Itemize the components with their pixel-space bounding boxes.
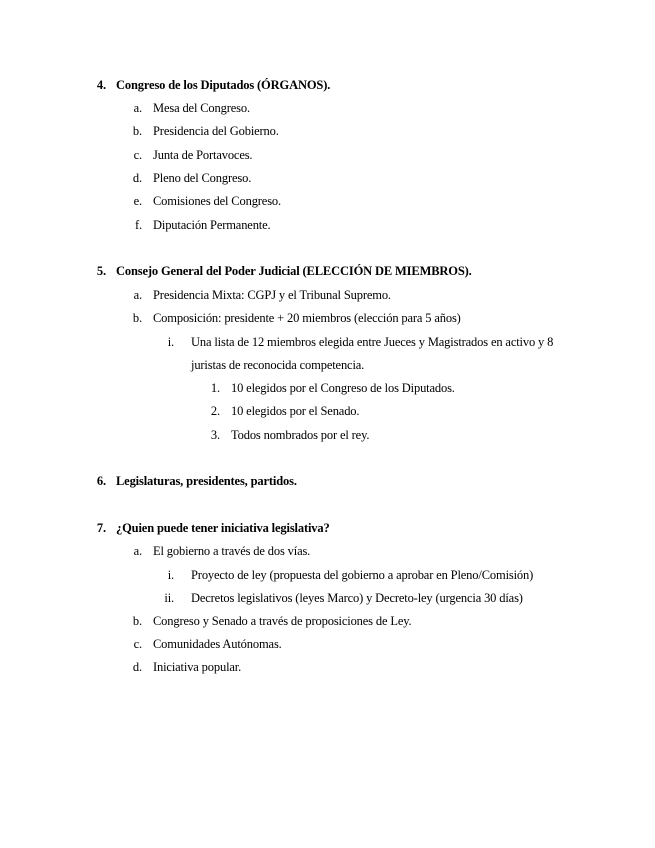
list-marker: f.: [135, 218, 142, 232]
list-marker: a.: [133, 101, 142, 115]
list-item: Junta de Portavoces.: [153, 148, 253, 162]
list-marker: i.: [167, 568, 174, 582]
list-item: Mesa del Congreso.: [153, 101, 250, 115]
list-item: Comisiones del Congreso.: [153, 194, 281, 208]
section-title: ¿Quien puede tener iniciativa legislativa?: [116, 521, 330, 535]
list-marker: 1.: [210, 381, 220, 395]
list-marker: a.: [133, 288, 142, 302]
list-item: Diputación Permanente.: [153, 218, 271, 232]
list-marker: 3.: [210, 428, 220, 442]
list-marker: e.: [133, 194, 142, 208]
list-item: Presidencia del Gobierno.: [153, 124, 279, 138]
list-item: El gobierno a través de dos vías.: [153, 544, 311, 558]
list-item: Composición: presidente + 20 miembros (elección para 5 años): [153, 311, 461, 325]
list-marker: i.: [167, 335, 174, 349]
list-item: Todos nombrados por el rey.: [231, 428, 370, 442]
list-item: 10 elegidos por el Senado.: [231, 404, 360, 418]
section-number: 4.: [96, 78, 106, 92]
list-marker: b.: [132, 124, 142, 138]
list-marker: ii.: [164, 591, 174, 605]
list-item: Iniciativa popular.: [153, 660, 242, 674]
list-item: Comunidades Autónomas.: [153, 637, 282, 651]
list-item: 10 elegidos por el Congreso de los Diputados.: [231, 381, 455, 395]
section-number: 6.: [96, 474, 106, 488]
list-marker: 2.: [210, 404, 220, 418]
section-title: Consejo General del Poder Judicial (ELECCIÓN DE MIEMBROS).: [116, 264, 472, 278]
list-marker: c.: [133, 148, 142, 162]
list-item: Proyecto de ley (propuesta del gobierno a aprobar en Pleno/Comisión): [191, 568, 534, 582]
section-number: 7.: [96, 521, 106, 535]
list-marker: b.: [132, 614, 142, 628]
list-marker: d.: [132, 660, 142, 674]
list-marker: b.: [132, 311, 142, 325]
list-item: Una lista de 12 miembros elegida entre Jueces y Magistrados en activo y 8: [191, 335, 554, 349]
list-marker: c.: [133, 637, 142, 651]
list-marker: d.: [132, 171, 142, 185]
list-item: Decretos legislativos (leyes Marco) y Decreto-ley (urgencia 30 días): [191, 591, 523, 605]
section-title: Congreso de los Diputados (ÓRGANOS).: [116, 78, 331, 92]
section-number: 5.: [96, 264, 106, 278]
list-item: Pleno del Congreso.: [153, 171, 252, 185]
list-item: Presidencia Mixta: CGPJ y el Tribunal Supremo.: [153, 288, 391, 302]
list-item-continuation: juristas de reconocida competencia.: [191, 358, 365, 372]
list-item: Congreso y Senado a través de proposiciones de Ley.: [153, 614, 412, 628]
list-marker: a.: [133, 544, 142, 558]
section-title: Legislaturas, presidentes, partidos.: [116, 474, 297, 488]
